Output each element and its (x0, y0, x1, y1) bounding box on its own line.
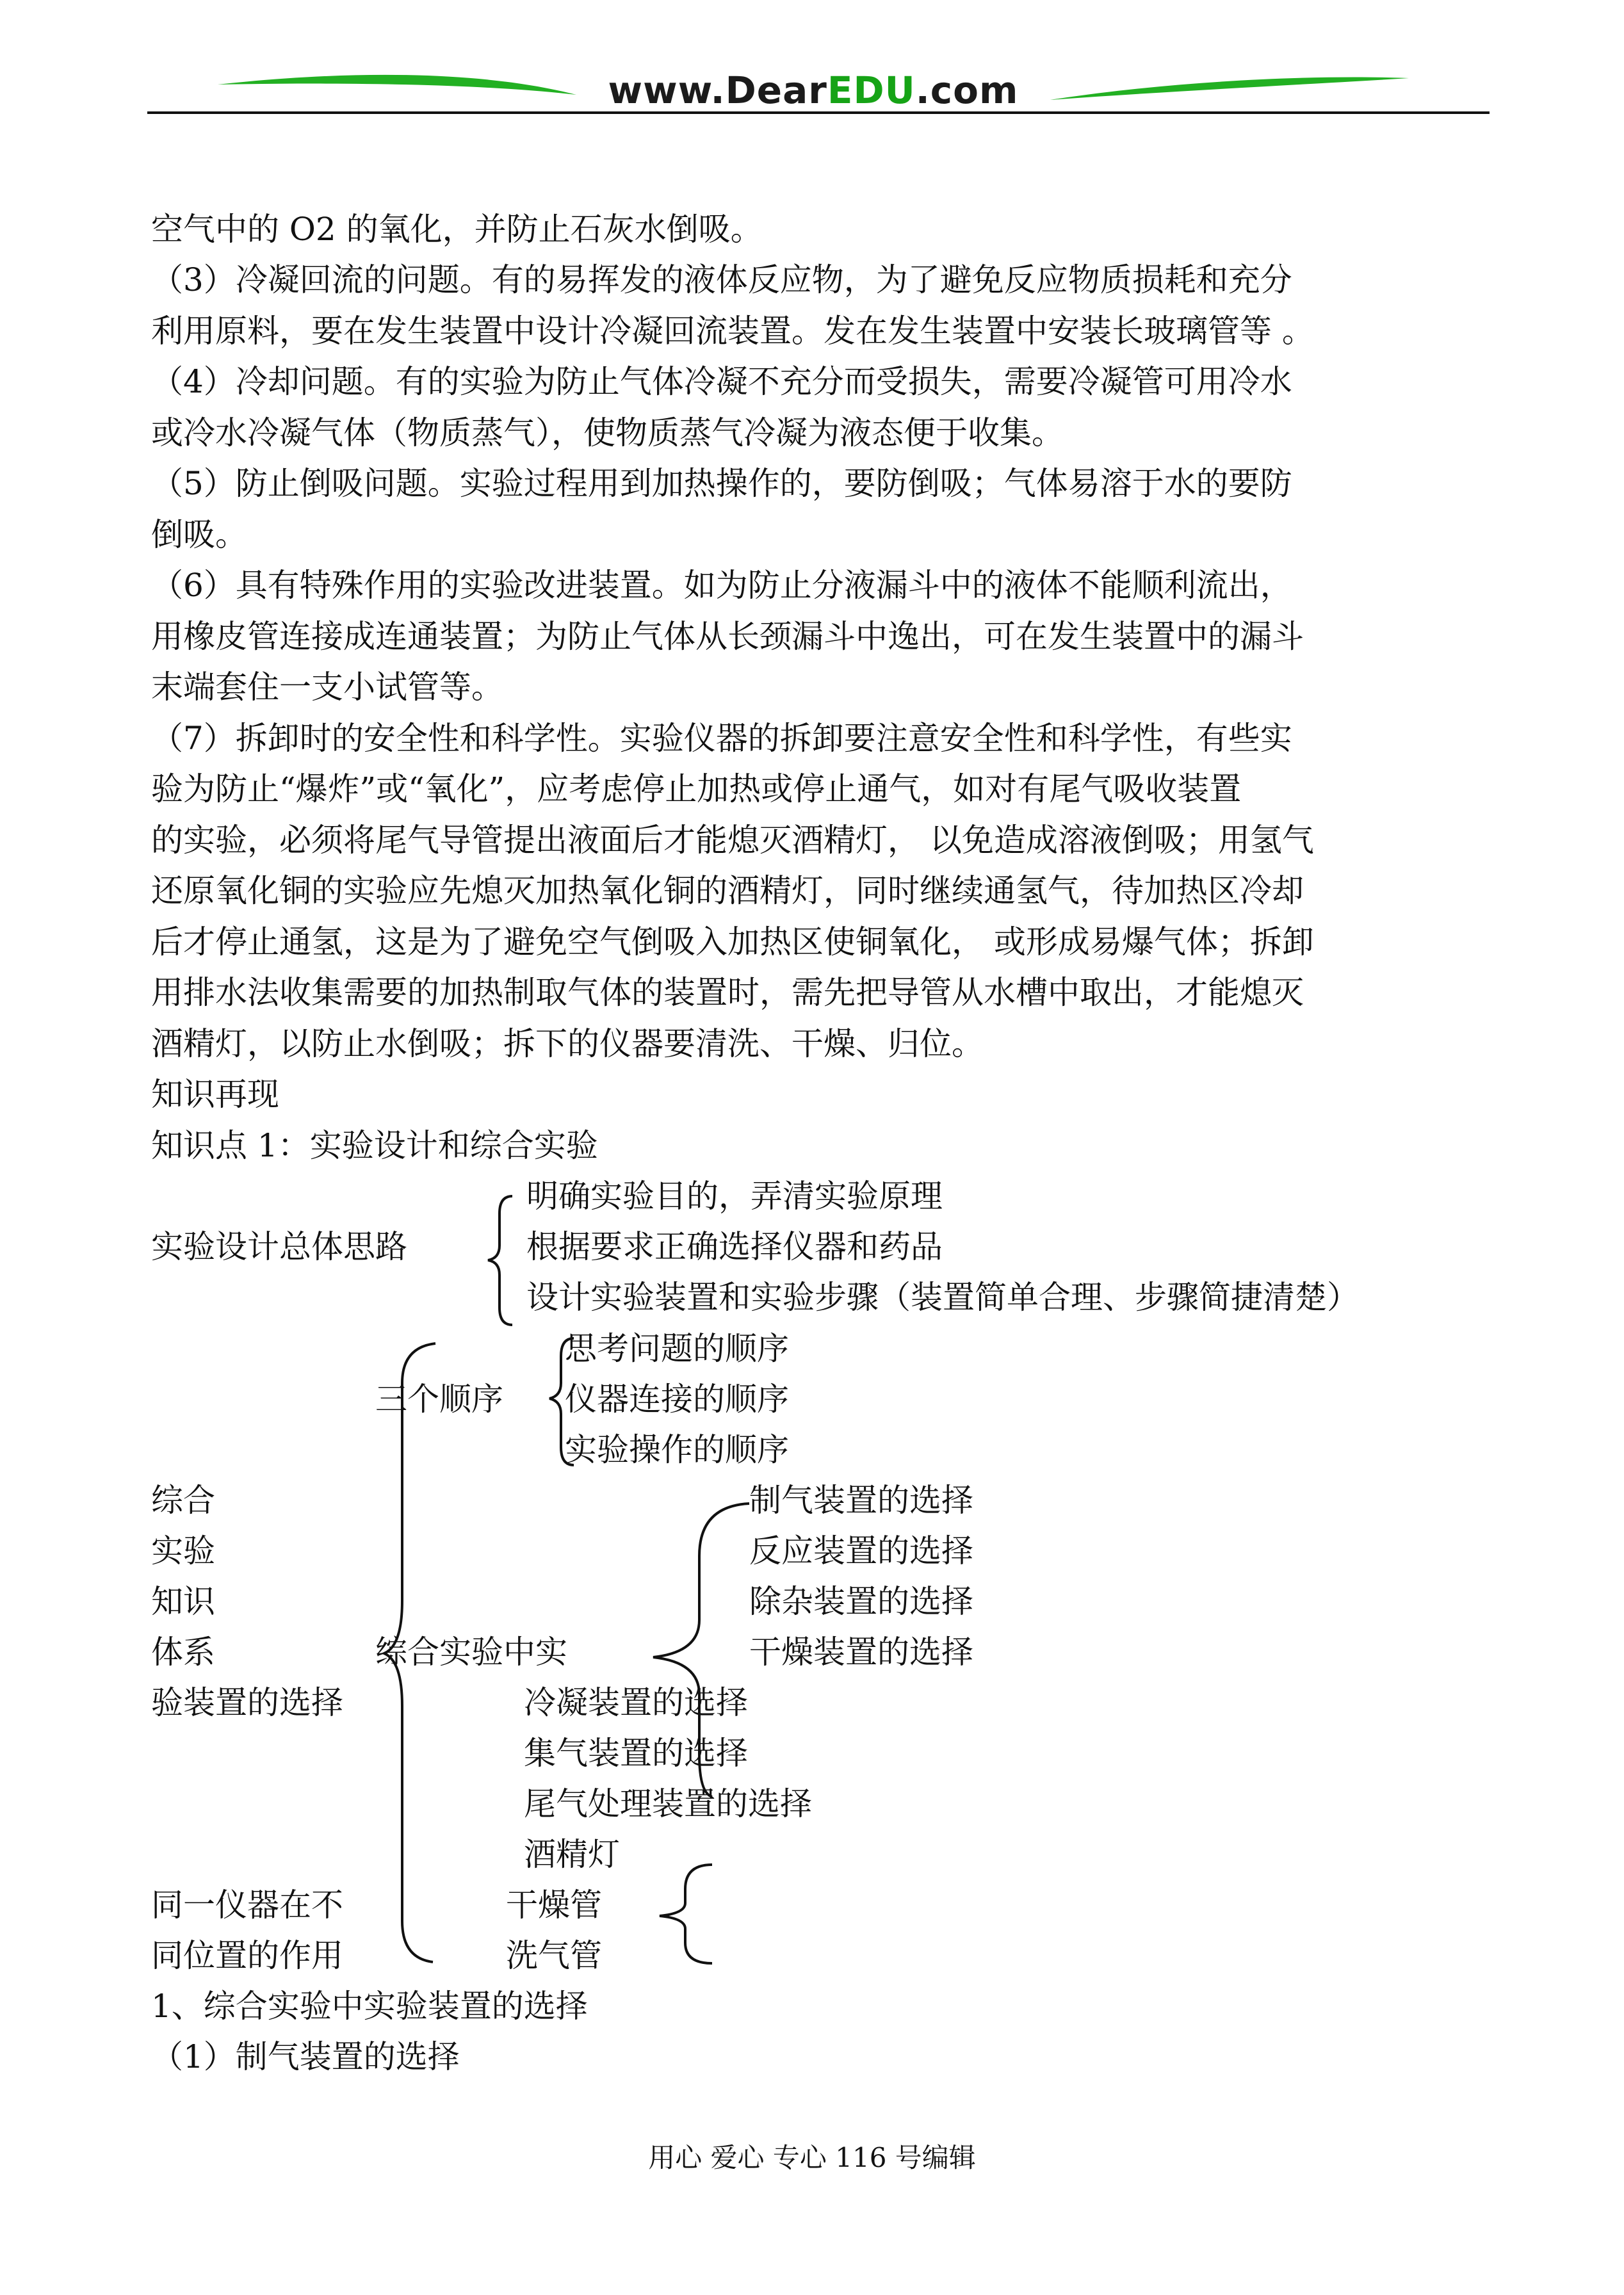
position-label-line: 同位置的作用 (151, 1937, 343, 1974)
header-url-dear: Dear (725, 69, 827, 112)
tree-root-line: 知识 (151, 1583, 215, 1620)
body-line: （5）防止倒吸问题。实验过程用到加热操作的，要防倒吸；气体易溶于水的要防 (151, 465, 1292, 502)
position-item: 洗气管 (506, 1937, 602, 1974)
body-line: 用橡皮管连接成连通装置；为防止气体从长颈漏斗中逸出，可在发生装置中的漏斗 (151, 618, 1304, 655)
closing-line: 1、综合实验中实验装置的选择 (151, 1988, 588, 2025)
apparatus-item: 除杂装置的选择 (749, 1583, 973, 1620)
position-item: 酒精灯 (524, 1836, 620, 1873)
design-brace (488, 1196, 512, 1325)
design-label: 实验设计总体思路 (151, 1228, 407, 1265)
body-line: （4）冷却问题。有的实验为防止气体冷凝不充分而受损失，需要冷凝管可用冷水 (151, 363, 1292, 400)
order-label: 三个顺序 (375, 1381, 503, 1418)
tree-root-line: 综合 (151, 1482, 215, 1519)
section-heading: 知识再现 (151, 1076, 279, 1113)
section-subheading: 知识点 1：实验设计和综合实验 (151, 1127, 598, 1164)
tree-root-line: 体系 (151, 1634, 215, 1671)
position-item: 干燥管 (506, 1886, 602, 1924)
body-line: （7）拆卸时的安全性和科学性。实验仪器的拆卸要注意安全性和科学性，有些实 (151, 720, 1292, 757)
position-brace (660, 1865, 712, 1963)
position-label-line: 同一仪器在不 (151, 1886, 343, 1924)
apparatus-item: 集气装置的选择 (524, 1735, 748, 1772)
order-item: 思考问题的顺序 (565, 1330, 789, 1367)
body-line: 还原氧化铜的实验应先熄灭加热氧化铜的酒精灯，同时继续通氢气，待加热区冷却 (151, 872, 1304, 909)
body-line: （3）冷凝回流的问题。有的易挥发的液体反应物，为了避免反应物质损耗和充分 (151, 261, 1292, 298)
body-line: 用排水法收集需要的加热制取气体的装置时，需先把导管从水槽中取出，才能熄灭 (151, 974, 1304, 1011)
body-line: 利用原料，要在发生装置中设计冷凝回流装置。发在发生装置中安装长玻璃管等 。 (151, 312, 1314, 350)
design-item: 明确实验目的，弄清实验原理 (526, 1178, 943, 1215)
header-logo (576, 68, 1050, 113)
design-item: 设计实验装置和实验步骤（装置简单合理、步骤简捷清楚） (526, 1279, 1359, 1316)
header-swoosh-right (1050, 77, 1409, 100)
body-line: （6）具有特殊作用的实验改进装置。如为防止分液漏斗中的液体不能顺利流出， (151, 567, 1292, 604)
order-item: 仪器连接的顺序 (565, 1381, 789, 1418)
apparatus-item: 干燥装置的选择 (749, 1634, 973, 1671)
body-line: 后才停止通氢，这是为了避免空气倒吸入加热区使铜氧化， 或形成易爆气体；拆卸 (151, 923, 1314, 961)
body-line: 空气中的 O2 的氧化，并防止石灰水倒吸。 (151, 211, 763, 248)
body-line: 或冷水冷凝气体（物质蒸气），使物质蒸气冷凝为液态便于收集。 (151, 414, 1064, 451)
page-footer: 用心 爱心 专心 116 号编辑 (648, 2142, 976, 2173)
closing-line: （1）制气装置的选择 (151, 2038, 460, 2075)
apparatus-item: 冷凝装置的选择 (524, 1684, 748, 1721)
header-url-edu: EDU (827, 69, 916, 112)
tree-root-line: 实验 (151, 1532, 215, 1569)
design-item: 根据要求正确选择仪器和药品 (526, 1228, 943, 1265)
tree-root-line: 验装置的选择 (151, 1684, 343, 1721)
apparatus-item: 反应装置的选择 (749, 1532, 973, 1569)
apparatus-label: 综合实验中实 (375, 1634, 567, 1671)
header-url-suffix: .com (915, 69, 1019, 112)
header-url-prefix: www. (608, 69, 726, 112)
apparatus-item: 尾气处理装置的选择 (524, 1785, 812, 1822)
body-line: 验为防止“爆炸”或“氧化”，应考虑停止加热或停止通气，如对有尾气吸收装置 (151, 770, 1242, 807)
apparatus-item: 制气装置的选择 (749, 1482, 973, 1519)
body-line: 倒吸。 (151, 516, 247, 553)
header-swoosh-left (218, 75, 576, 95)
body-line: 的实验，必须将尾气导管提出液面后才能熄灭酒精灯， 以免造成溶液倒吸；用氢气 (151, 822, 1314, 859)
body-line: 酒精灯，以防止水倒吸；拆下的仪器要清洗、干燥、归位。 (151, 1025, 984, 1062)
order-item: 实验操作的顺序 (565, 1431, 789, 1468)
body-line: 末端套住一支小试管等。 (151, 669, 503, 706)
